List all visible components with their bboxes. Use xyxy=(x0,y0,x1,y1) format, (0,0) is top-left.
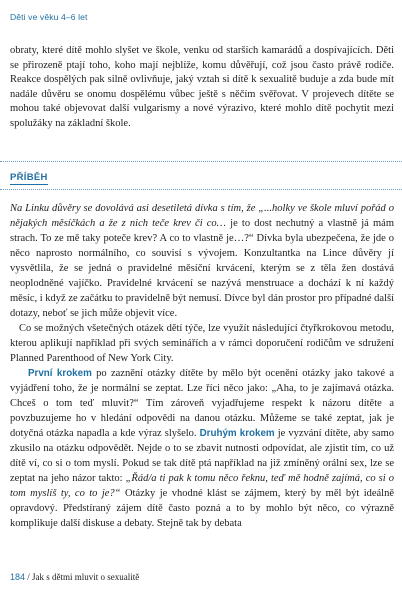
story-text: je vyzvání dítěte, aby samo zkusilo na otázku odpovědět. Nejde o to se zbavit nutnosti odpovídat, ale zjistit tím, co už dítě ví, co si o tom myslí. Pokud se tak dítě ptá například na již zmíněný orální sex, lze se zeptat na jeho názor takto: xyxy=(10,428,395,484)
page-footer xyxy=(10,572,139,582)
story-text: po zaznění otázky dítěte by mělo být ocenění otázky jako takové a vyjádření toho, že je normální se zeptat. Lze říci něco jako: „Aha, to je zajímavá otázka. Chceš o tom teď mluvit?“ Tím zároveň vyjadřujeme respekt k názoru dítěte a povzbuzujeme ho v hledání odpovědi na danou otázku. Můžeme se také zeptat, jak je dotyčná otázka napadla a kde výraz slyšelo. xyxy=(10,368,394,439)
section-heading: PŘÍBĚH xyxy=(10,172,48,183)
story-paragraph-2: Co se možných všetečných otázek dětí týče, lze využít následující čtyřkrokovou metodu, kterou aplikují například při svých seminářích a v rámci doporučení rodičům ve sdružení Planned Parenthood of New York City. xyxy=(10,323,394,364)
story-body xyxy=(10,201,394,531)
running-head: Děti ve věku 4–6 let xyxy=(10,12,88,22)
page-number: 184 xyxy=(10,572,26,582)
step-one-label: První krokem xyxy=(28,368,92,379)
story-text: Otázky je vhodné klást se zájmem, který by měl být ideálně opravdový. Předstíraný zájem dítě často pozná a to by mohlo být něco, co výrazně komplikuje další diskuse a debaty. Stejně tak by debata xyxy=(10,488,395,529)
section-divider-top xyxy=(0,161,402,162)
footer-separator: / xyxy=(25,572,33,582)
step-two-label: Druhým krokem xyxy=(199,428,275,439)
section-divider-bottom xyxy=(0,189,402,190)
book-title: Jak s dětmi mluvit o sexualitě xyxy=(32,572,140,582)
story-paragraph-3 xyxy=(10,366,394,531)
story-italic-quote: „Řád/a ti pak k tomu něco řeknu, teď mě hodně zajímá, co si o tom myslíš ty, co to je?“ xyxy=(10,473,394,499)
story-text: je to dost nechutný a vlastně já mám strach. To ze mě taky poteče krev? A co to vlastně je…?“ Dívka byla ubezpečena, že jde o něco naprosto normálního, co souvisí s vývojem. Konzultantka na Lince důvěry jí vysvětlila, že se jedná o pravidelné měsíční krvácení, kterým se z těla žen dostává neoplodněné vajíčko. Pravidelné krvácení se nazývá menstruace a dochází k ní každý měsíc, i když ze začátku to pravidelně být nemusí. Dívce byl dán prostor pro případné další dotazy, neboť se jich může objevit více. xyxy=(10,218,395,319)
intro-paragraph: obraty, které dítě mohlo slyšet ve škole, venku od starších kamarádů a dospívajících. Děti se přirozeně ptají toho, koho mají nejblíže, komu důvěřují, což jsou často právě rodiče. Reakce dospělých pak silně ovlivňuje, jaký vztah si dítě k sexualitě buduje a zda bude mít nadále důvěru se onomu dospělému vůbec ještě s něčím svěřovat. V projevech dítěte se mohou také objevovat další vulgarismy a nové výrazivo, které mohlo dítě pochytit mezi spolužáky na základní škole. xyxy=(10,45,394,129)
story-paragraph-1 xyxy=(10,201,394,321)
story-italic-lead: Na Linku důvěry se dovolává asi desetiletá dívka s tím, že „...holky ve škole mluví pořád o nějakých měsíčkách a že z nich teče krev či co… xyxy=(10,203,394,229)
